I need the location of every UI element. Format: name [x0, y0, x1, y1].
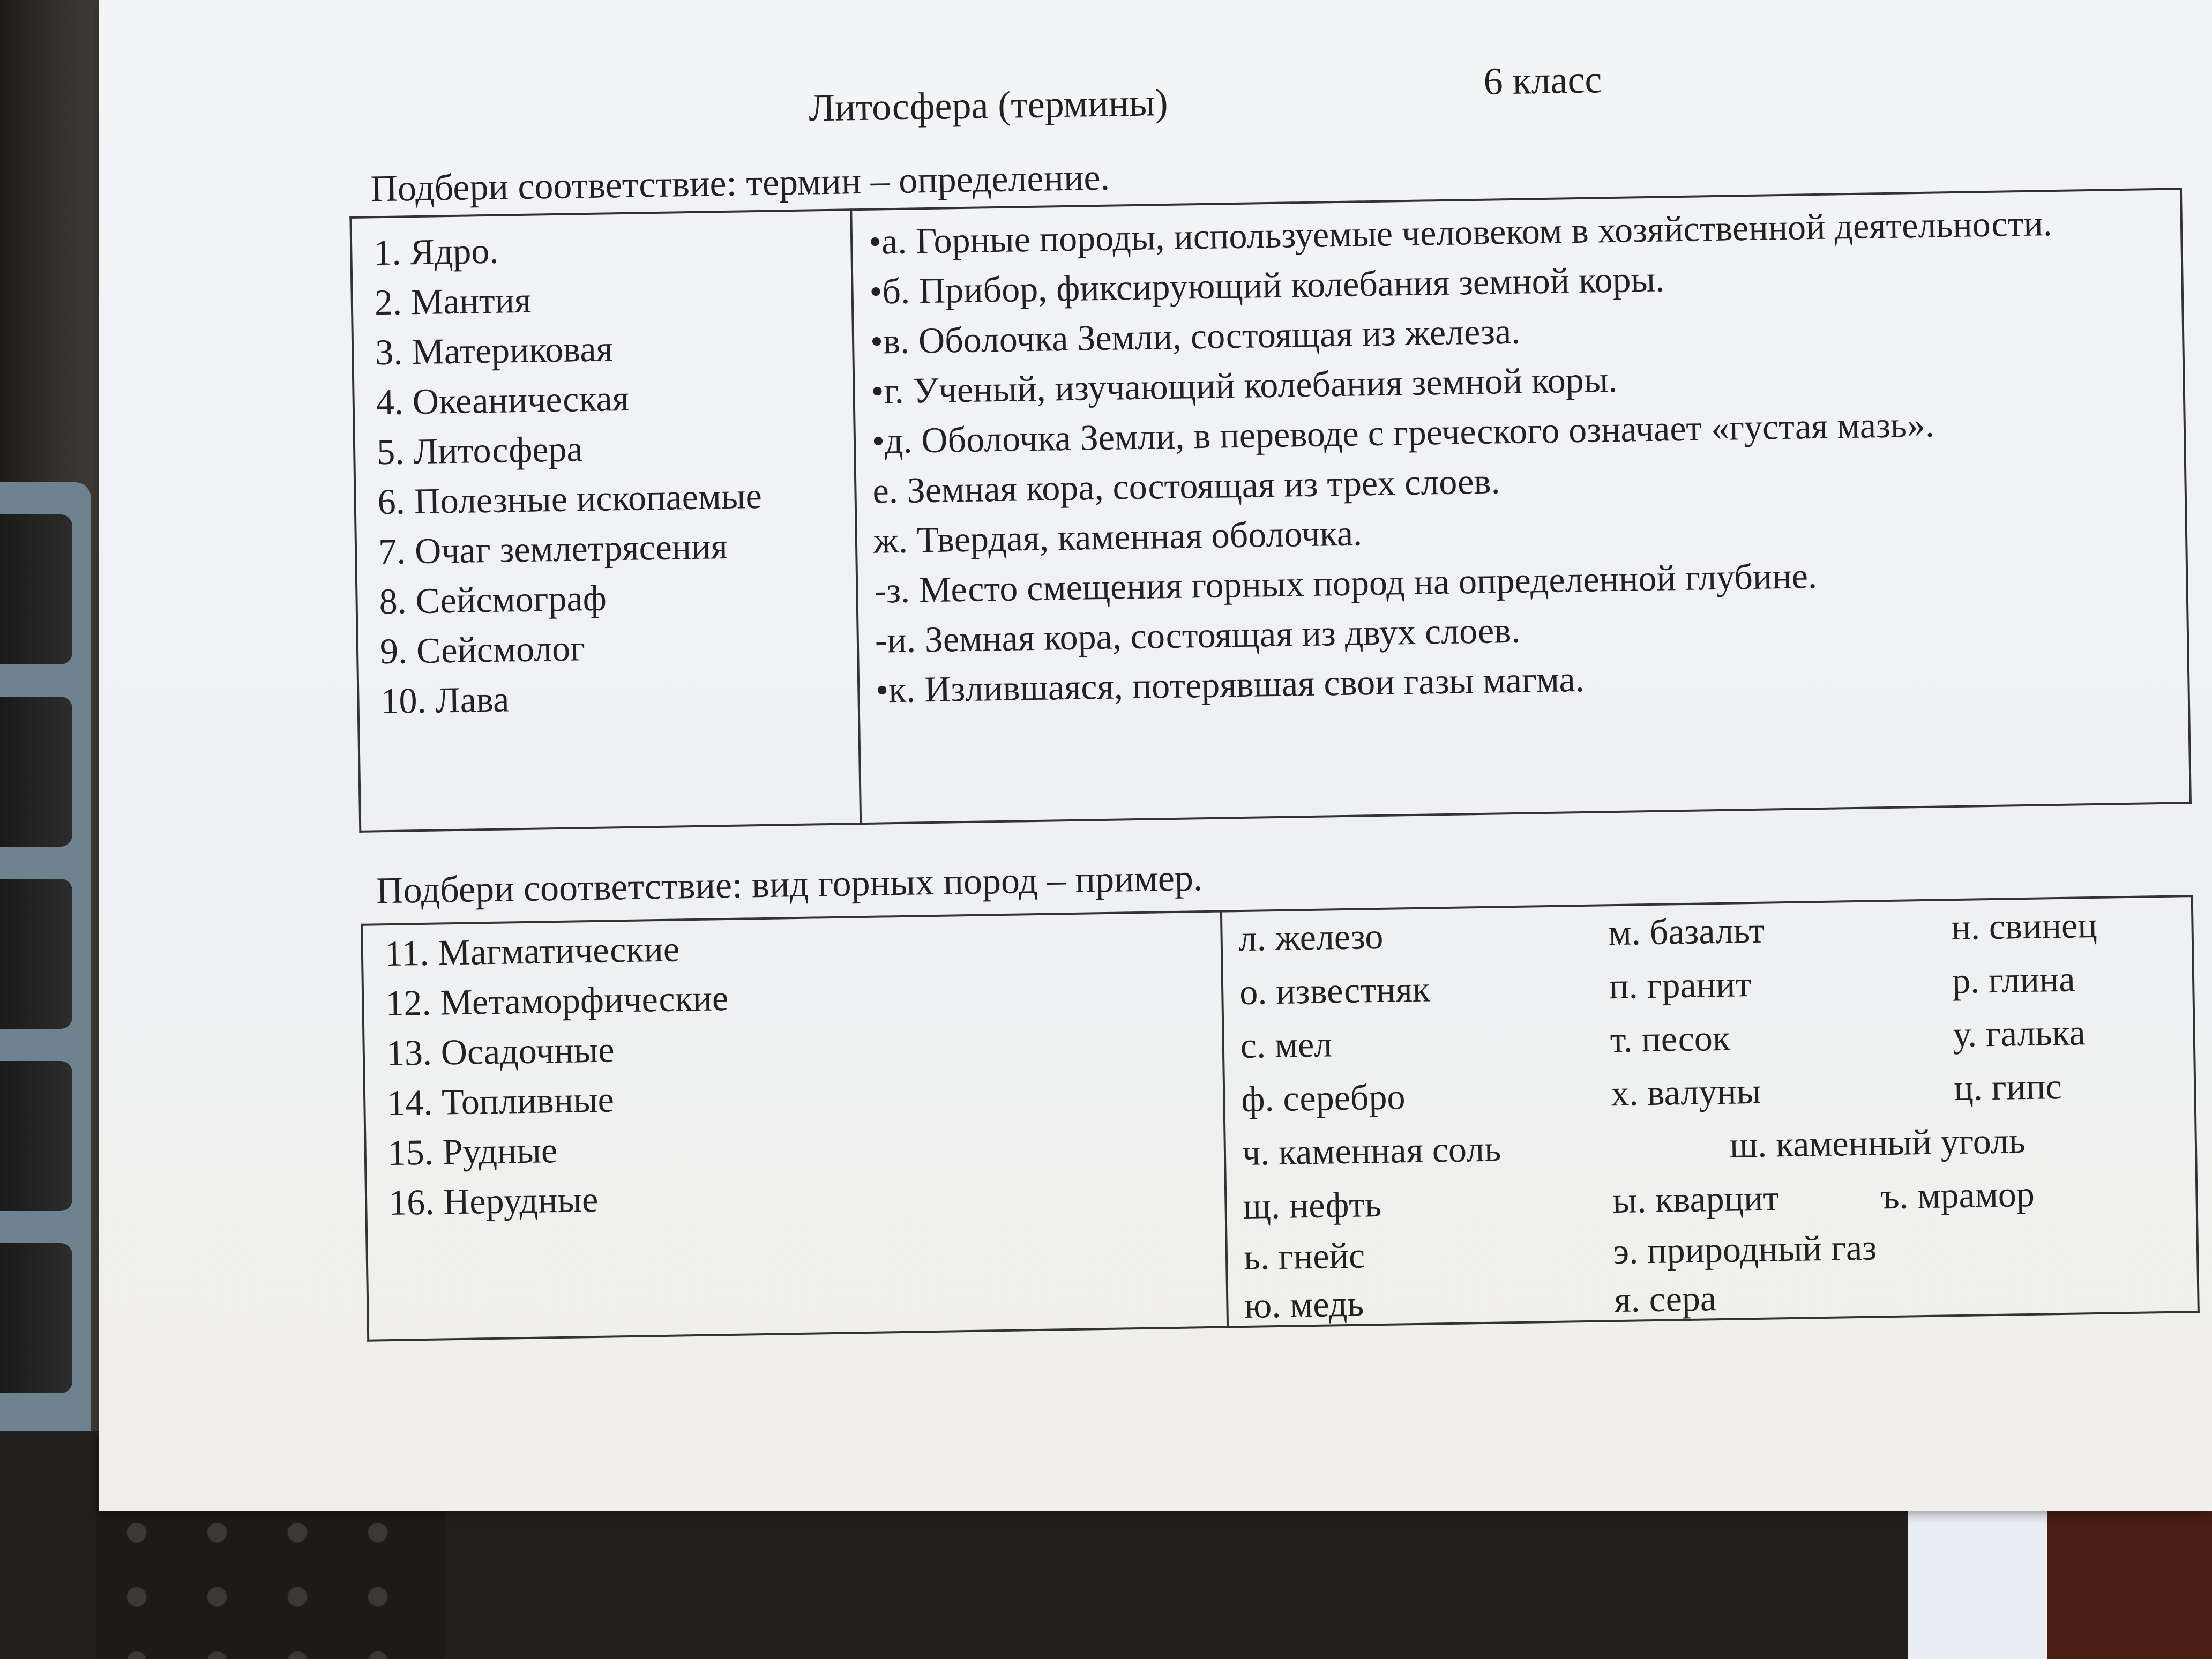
- example-item: ш. каменный уголь: [1729, 1120, 2026, 1165]
- rock-type-item: 16. Нерудные: [388, 1178, 599, 1223]
- rock-type-item: 12. Метаморфические: [385, 977, 729, 1024]
- example-item: щ. нефть: [1242, 1183, 1382, 1227]
- example-item: о. известняк: [1239, 968, 1431, 1013]
- terms-column: [350, 210, 861, 832]
- keyboard-key: [0, 1243, 72, 1393]
- term-item: 4. Океаническая: [376, 377, 630, 423]
- keyboard-key: [0, 1061, 72, 1211]
- definition-item: -и. Земная кора, состоящая из двух слоев.: [875, 609, 1521, 661]
- example-item: у. галька: [1953, 1012, 2086, 1055]
- rock-type-item: 13. Осадочные: [386, 1029, 615, 1074]
- example-item: я. сера: [1613, 1277, 1717, 1320]
- keyboard-key: [0, 879, 72, 1029]
- example-item: т. песок: [1610, 1017, 1731, 1060]
- definition-item: •в. Оболочка Земли, состоящая из железа.: [870, 310, 1521, 362]
- definition-item: -з. Место смещения горных пород на определенной глубине.: [873, 555, 1818, 611]
- term-item: 10. Лава: [380, 678, 510, 722]
- example-item: н. свинец: [1951, 904, 2098, 948]
- example-item: ф. серебро: [1240, 1076, 1406, 1120]
- terms-table: [349, 188, 2192, 833]
- example-item: п. гранит: [1609, 963, 1752, 1007]
- terms-list: [352, 211, 858, 726]
- definition-item: •д. Оболочка Земли, в переводе с греческого означает «густая мазь».: [871, 403, 1935, 461]
- term-item: 8. Сейсмограф: [378, 577, 607, 622]
- worksheet-paper: [99, 0, 2212, 1511]
- definition-item: •б. Прибор, фиксирующий колебания земной коры.: [869, 258, 1665, 312]
- definition-item: •к. Излившаяся, потерявшая свои газы магма.: [875, 658, 1585, 711]
- definitions-list: [852, 190, 2187, 715]
- example-item: х. валуны: [1610, 1070, 1761, 1114]
- examples-grid: [1222, 898, 2161, 1326]
- definitions-column: [851, 189, 2191, 824]
- example-item: ю. медь: [1244, 1283, 1364, 1326]
- rocks-table: [361, 895, 2200, 1342]
- example-item: ы. кварцит: [1612, 1177, 1780, 1221]
- example-item: ъ. мрамор: [1880, 1173, 2035, 1217]
- example-item: э. природный газ: [1613, 1227, 1877, 1272]
- term-item: 5. Литосфера: [376, 428, 584, 473]
- rock-types-column: [362, 911, 1228, 1341]
- worksheet-title: Литосфера (термины): [808, 80, 1169, 130]
- section1-instruction: Подбери соответствие: термин – определение.: [370, 156, 1110, 210]
- keyboard-key: [0, 514, 72, 664]
- section2-instruction: Подбери соответствие: вид горных пород – пример.: [376, 857, 1203, 912]
- example-item: л. железо: [1238, 915, 1384, 959]
- example-item: с. мел: [1240, 1023, 1333, 1066]
- definition-item: •а. Горные породы, используемые человеком в хозяйственной деятельности.: [868, 203, 2053, 262]
- definition-item: ж. Твердая, каменная оболочка.: [873, 512, 1363, 561]
- term-item: 9. Сейсмолог: [379, 627, 586, 672]
- keyboard-edge: [0, 482, 91, 1500]
- example-item: ь. гнейс: [1243, 1235, 1365, 1278]
- definition-item: е. Земная кора, состоящая из трех слоев.: [872, 460, 1500, 511]
- term-item: 3. Материковая: [375, 328, 614, 373]
- paper-scrap: [1908, 1495, 2047, 1659]
- grade-label: 6 класс: [1483, 58, 1602, 103]
- example-item: м. базальт: [1608, 909, 1765, 953]
- rock-type-item: 11. Магматические: [384, 928, 680, 974]
- term-item: 6. Полезные ископаемые: [377, 475, 763, 522]
- keyboard-key: [0, 697, 72, 847]
- example-item: ч. каменная соль: [1242, 1128, 1501, 1174]
- rock-type-item: 15. Рудные: [387, 1130, 558, 1174]
- term-item: 2. Мантия: [374, 279, 532, 323]
- example-item: р. глина: [1952, 958, 2075, 1002]
- rock-types-list: [363, 913, 1225, 1228]
- term-item: 7. Очаг землетрясения: [378, 525, 728, 572]
- examples-column: [1221, 896, 2199, 1327]
- rock-type-item: 14. Топливные: [386, 1079, 615, 1124]
- definition-item: •г. Ученый, изучающий колебания земной коры.: [870, 358, 1618, 412]
- term-item: 1. Ядро.: [373, 230, 499, 273]
- example-item: ц. гипс: [1953, 1065, 2062, 1109]
- worksheet-content: [89, 0, 2212, 1528]
